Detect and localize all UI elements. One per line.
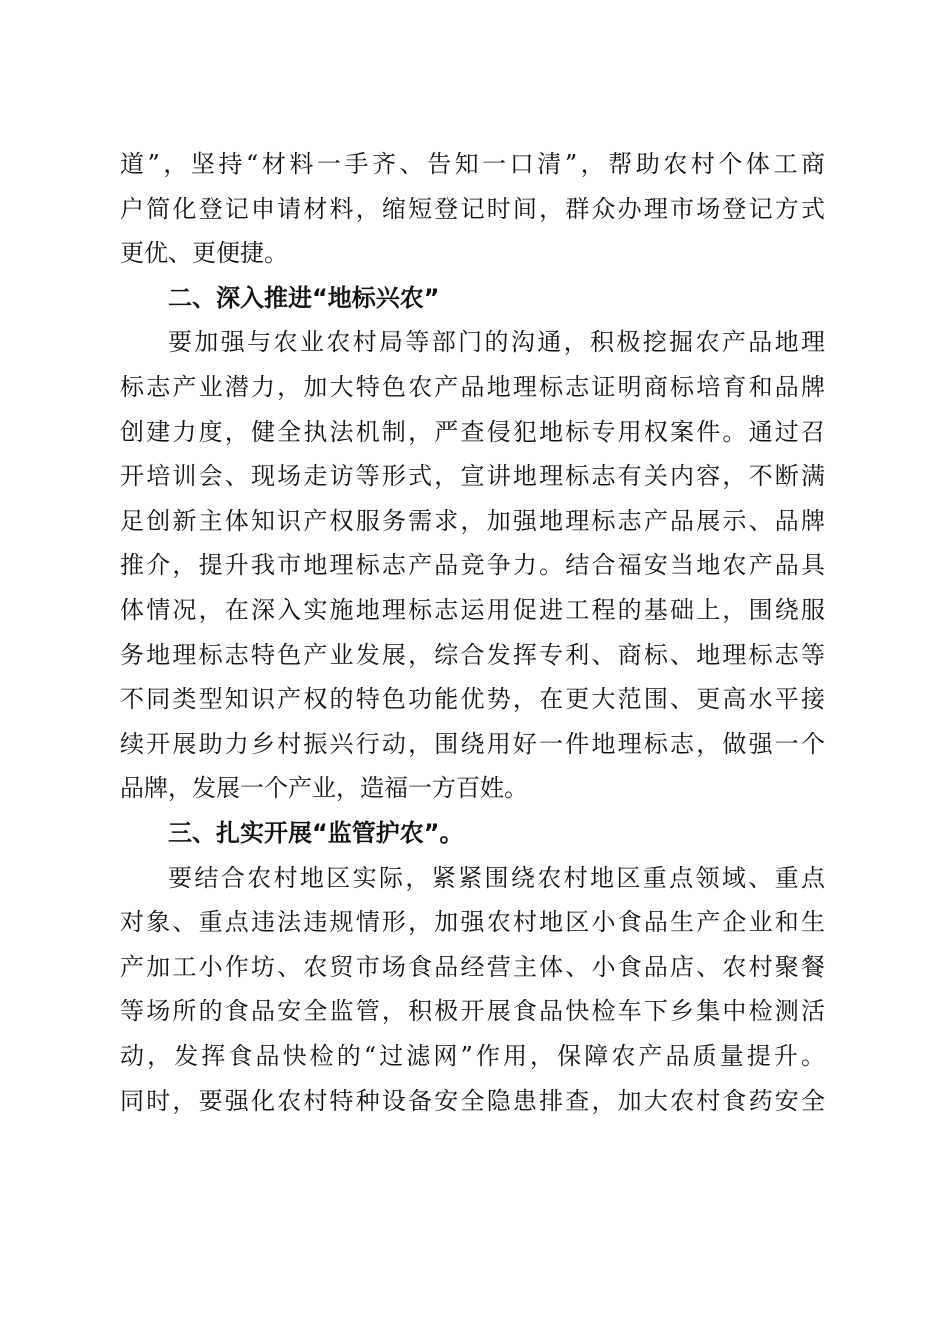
paragraph-line: 产加工小作坊、农贸市场食品经营主体、小食品店、农村聚餐 (120, 952, 825, 981)
section-heading: 三、扎实开展“监管护农”。 (168, 819, 464, 847)
paragraph-line: 推介，提升我市地理标志产品竞争力。结合福安当地农产品具 (120, 551, 825, 580)
section-heading: 二、深入推进“地标兴农” (168, 283, 440, 312)
paragraph-line: 开培训会、现场走访等形式，宣讲地理标志有关内容，不断满 (120, 462, 825, 491)
paragraph-line: 对象、重点违法违规情形，加强农村地区小食品生产企业和生 (120, 908, 825, 937)
paragraph-line: 品牌，发展一个产业，造福一方百姓。 (120, 774, 528, 803)
paragraph-line: 足创新主体知识产权服务需求，加强地理标志产品展示、品牌 (120, 506, 825, 535)
paragraph-line: 不同类型知识产权的特色功能优势，在更大范围、更高水平接 (120, 685, 825, 714)
paragraph-line: 道”，坚持“材料一手齐、告知一口清”，帮助农村个体工商 (120, 150, 825, 178)
paragraph-line: 标志产业潜力，加大特色农产品地理标志证明商标培育和品牌 (120, 373, 825, 401)
paragraph-line: 等场所的食品安全监管，积极开展食品快检车下乡集中检测活 (120, 997, 825, 1026)
paragraph-line: 要加强与农业农村局等部门的沟通，积极挖掘农产品地理 (168, 328, 825, 357)
paragraph-line: 体情况，在深入实施地理标志运用促进工程的基础上，围绕服 (120, 596, 825, 624)
paragraph-line: 续开展助力乡村振兴行动，围绕用好一件地理标志，做强一个 (120, 729, 825, 758)
paragraph-line: 更优、更便捷。 (120, 239, 288, 268)
paragraph-line: 动，发挥食品快检的“过滤网”作用，保障农产品质量提升。 (120, 1042, 825, 1070)
paragraph-line: 务地理标志特色产业发展，综合发挥专利、商标、地理标志等 (120, 640, 825, 669)
paragraph-line: 要结合农村地区实际，紧紧围绕农村地区重点领域、重点 (168, 863, 825, 892)
paragraph-line: 同时，要强化农村特种设备安全隐患排查，加大农村食药安全 (120, 1086, 825, 1115)
paragraph-line: 创建力度，健全执法机制，严查侵犯地标专用权案件。通过召 (120, 417, 825, 446)
paragraph-line: 户简化登记申请材料，缩短登记时间，群众办理市场登记方式 (120, 194, 825, 223)
